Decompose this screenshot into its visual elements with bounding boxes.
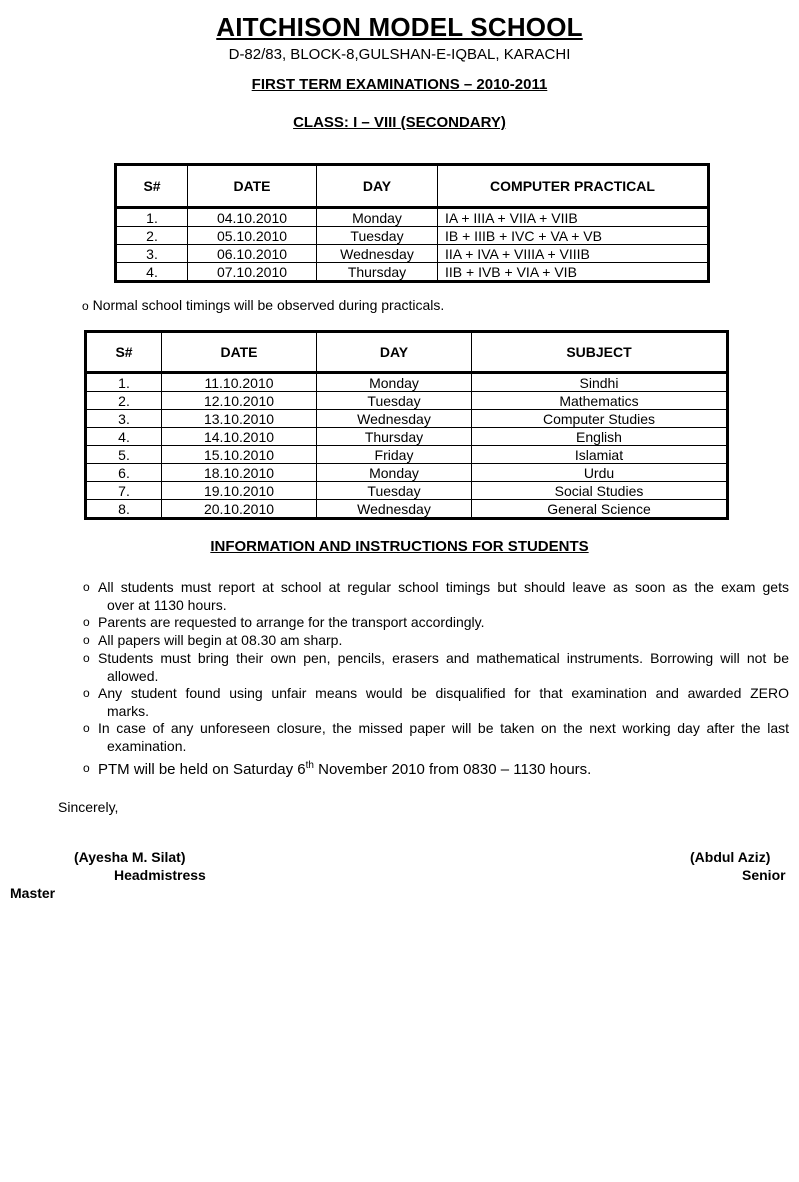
practical-note-text: Normal school timings will be observed during practicals. <box>92 297 445 313</box>
instruction-item <box>83 684 789 720</box>
bullet-icon: o <box>83 651 90 665</box>
table-row <box>86 392 728 410</box>
header-computer-practical: COMPUTER PRACTICAL <box>438 165 709 208</box>
class-title: CLASS: I – VIII (SECONDARY) <box>293 114 506 131</box>
header-subject: SUBJECT <box>472 332 728 373</box>
signatory-2-title-continued: Master <box>10 885 56 901</box>
serial-cell: 8. <box>86 500 162 519</box>
bullet-icon: o <box>83 761 90 775</box>
ordinal-suffix: th <box>305 760 314 771</box>
subject-cell: Urdu <box>472 464 728 482</box>
instruction-text-continued: over at 1130 hours. <box>107 597 227 613</box>
date-cell: 04.10.2010 <box>188 208 317 227</box>
header-date: DATE <box>188 165 317 208</box>
date-cell: 06.10.2010 <box>188 245 317 263</box>
subject-schedule-table <box>84 330 729 520</box>
exam-title: FIRST TERM EXAMINATIONS – 2010-2011 <box>251 76 548 93</box>
table-row <box>86 482 728 500</box>
classes-cell: IA + IIIA + VIIA + VIIB <box>438 208 709 227</box>
header-serial: S# <box>116 165 188 208</box>
instruction-item <box>83 756 789 780</box>
header-day: DAY <box>317 332 472 373</box>
serial-cell: 4. <box>86 428 162 446</box>
subject-cell: Computer Studies <box>472 410 728 428</box>
instruction-text: Students must bring their own pen, pencils, erasers and mathematical instruments. Borrowing will not be <box>98 650 789 666</box>
instruction-item <box>83 649 789 685</box>
day-cell: Thursday <box>317 263 438 282</box>
day-cell: Monday <box>317 373 472 392</box>
table-row <box>86 446 728 464</box>
instruction-text <box>83 756 789 780</box>
day-cell: Thursday <box>317 428 472 446</box>
bullet-icon: o <box>83 721 90 735</box>
serial-cell: 1. <box>116 208 188 227</box>
computer-practical-table <box>114 163 710 283</box>
table-row <box>116 227 709 245</box>
instruction-text: All students must report at school at regular school timings but should leave as soon as the exam gets <box>98 579 789 595</box>
table-row <box>116 245 709 263</box>
instruction-text-continued: examination. <box>107 738 187 754</box>
date-cell: 18.10.2010 <box>162 464 317 482</box>
date-cell: 07.10.2010 <box>188 263 317 282</box>
serial-cell: 1. <box>86 373 162 392</box>
table-row <box>86 428 728 446</box>
instruction-text-continued: marks. <box>107 703 149 719</box>
subject-cell: Mathematics <box>472 392 728 410</box>
day-cell: Tuesday <box>317 227 438 245</box>
date-cell: 19.10.2010 <box>162 482 317 500</box>
table-header-row <box>86 332 728 373</box>
serial-cell: 3. <box>116 245 188 263</box>
date-cell: 13.10.2010 <box>162 410 317 428</box>
instruction-text: Any student found using unfair means would be disqualified for that examination and awarded ZERO <box>98 685 789 701</box>
serial-cell: 2. <box>116 227 188 245</box>
date-cell: 15.10.2010 <box>162 446 317 464</box>
instruction-text: Parents are requested to arrange for the transport accordingly. <box>98 614 485 630</box>
instruction-item <box>83 631 789 649</box>
ptm-text-start: PTM will be held on Saturday 6 <box>98 761 306 778</box>
bullet-icon: o <box>83 686 90 700</box>
date-cell: 05.10.2010 <box>188 227 317 245</box>
serial-cell: 4. <box>116 263 188 282</box>
instruction-text-continued: allowed. <box>107 668 159 684</box>
classes-cell: IIA + IVA + VIIIA + VIIIB <box>438 245 709 263</box>
instructions-heading: INFORMATION AND INSTRUCTIONS FOR STUDENTS <box>210 538 589 555</box>
bullet-icon: o <box>83 580 90 594</box>
table-header-row <box>116 165 709 208</box>
school-name: AITCHISON MODEL SCHOOL <box>216 12 583 42</box>
serial-cell: 6. <box>86 464 162 482</box>
day-cell: Wednesday <box>317 245 438 263</box>
date-cell: 11.10.2010 <box>162 373 317 392</box>
day-cell: Wednesday <box>317 410 472 428</box>
classes-cell: IB + IIIB + IVC + VA + VB <box>438 227 709 245</box>
date-cell: 12.10.2010 <box>162 392 317 410</box>
subject-cell: General Science <box>472 500 728 519</box>
table-row <box>116 208 709 227</box>
instruction-item <box>83 578 789 614</box>
instruction-text: In case of any unforeseen closure, the missed paper will be taken on the next working day after the last <box>98 720 789 736</box>
bullet-icon: o <box>82 299 89 313</box>
table-row <box>86 500 728 519</box>
serial-cell: 5. <box>86 446 162 464</box>
subject-cell: Sindhi <box>472 373 728 392</box>
closing-salutation: Sincerely, <box>58 799 119 815</box>
table-row <box>116 263 709 282</box>
instruction-text: All papers will begin at 08.30 am sharp. <box>98 632 343 648</box>
subject-cell: Social Studies <box>472 482 728 500</box>
date-cell: 14.10.2010 <box>162 428 317 446</box>
serial-cell: 3. <box>86 410 162 428</box>
practical-note <box>82 297 444 313</box>
table-row <box>86 410 728 428</box>
header-serial: S# <box>86 332 162 373</box>
bullet-icon: o <box>83 633 90 647</box>
ptm-text-end: November 2010 from 0830 – 1130 hours. <box>313 761 592 778</box>
serial-cell: 7. <box>86 482 162 500</box>
day-cell: Friday <box>317 446 472 464</box>
school-address: D-82/83, BLOCK-8,GULSHAN-E-IQBAL, KARACHI <box>228 46 571 63</box>
signatory-2-title: Senior <box>742 867 786 883</box>
serial-cell: 2. <box>86 392 162 410</box>
day-cell: Monday <box>317 464 472 482</box>
header-date: DATE <box>162 332 317 373</box>
table-row <box>86 464 728 482</box>
instruction-item <box>83 613 789 631</box>
signatory-1-title: Headmistress <box>114 867 206 883</box>
day-cell: Tuesday <box>317 482 472 500</box>
day-cell: Monday <box>317 208 438 227</box>
table-row <box>86 373 728 392</box>
day-cell: Wednesday <box>317 500 472 519</box>
bullet-icon: o <box>83 615 90 629</box>
subject-cell: English <box>472 428 728 446</box>
classes-cell: IIB + IVB + VIA + VIB <box>438 263 709 282</box>
signatory-2-name: (Abdul Aziz) <box>690 849 771 865</box>
instruction-item <box>83 719 789 755</box>
date-cell: 20.10.2010 <box>162 500 317 519</box>
header-day: DAY <box>317 165 438 208</box>
day-cell: Tuesday <box>317 392 472 410</box>
signatory-1-name: (Ayesha M. Silat) <box>74 849 186 865</box>
subject-cell: Islamiat <box>472 446 728 464</box>
